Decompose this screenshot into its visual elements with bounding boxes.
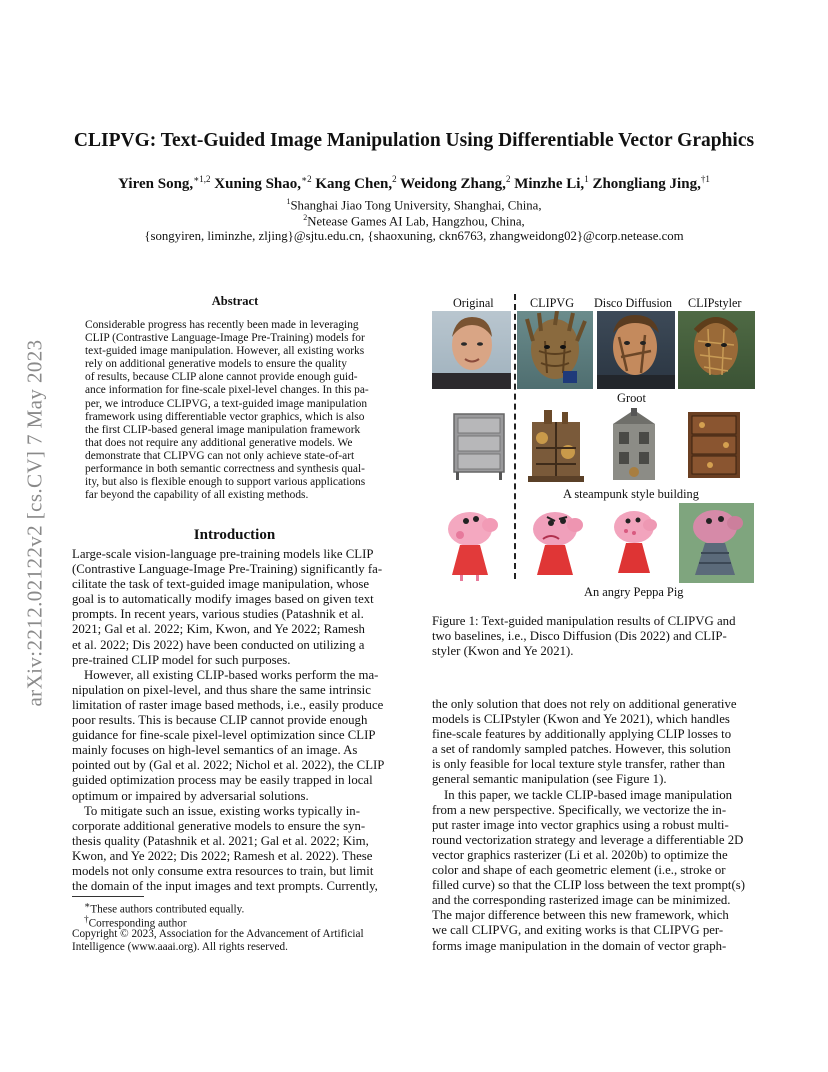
body-text-line: To mitigate such an issue, existing works typically in- bbox=[84, 803, 360, 818]
intro-right-column bbox=[432, 697, 757, 954]
figure-caption: Figure 1: Text-guided manipulation results of CLIPVG and two baselines, i.e., Disco Diffusion (Dis 2022) and CLIP- styler (Kwon and Ye 2021). bbox=[432, 614, 736, 658]
figure-image-clipvg-peppa bbox=[521, 503, 593, 583]
author: Xuning Shao,$^{∗2}$ bbox=[214, 174, 312, 192]
paper-title: CLIPVG: Text-Guided Image Manipulation Using Differentiable Vector Graphics bbox=[73, 130, 755, 151]
body-text-line: forms image manipulation in the domain of vector graph- bbox=[432, 938, 727, 953]
abstract-line: Considerable progress has recently been made in leveraging bbox=[85, 319, 359, 331]
body-text-line: a set of randomly sampled patches. However, this solution bbox=[432, 742, 731, 757]
figure-image-original-face bbox=[432, 311, 511, 389]
footnote-rule bbox=[72, 896, 144, 897]
body-text-line: the domain of the input images and text prompts. Currently, bbox=[72, 879, 378, 894]
arxiv-stamp: arXiv:2212.02122v2 [cs.CV] 7 May 2023 bbox=[22, 338, 47, 707]
body-text-line: we call CLIPVG, and exiting works is that CLIPVG per- bbox=[432, 923, 724, 938]
figure-image-clipvg-groot bbox=[517, 311, 593, 389]
abstract-line: rely on additional generative models to ensure the quality bbox=[85, 358, 347, 371]
body-text-line: goal is to automatically modify images based on given text bbox=[72, 592, 374, 607]
body-text-line: pointed out by (Gal et al. 2022; Nichol et al. 2022), the CLIP bbox=[72, 758, 385, 773]
author: Minzhe Li,$^1$ bbox=[514, 174, 589, 192]
author: Zhongliang Jing,$^{\dagger 1}$ bbox=[592, 174, 710, 192]
abstract-line: demonstrate that CLIPVG can not only achieve state-of-art bbox=[85, 449, 355, 462]
body-text-line: (Contrastive Language-Image Pre-Training) significantly fa- bbox=[72, 562, 383, 577]
abstract-line: of results, because CLIP alone cannot provide enough guid- bbox=[85, 371, 358, 384]
figure-image-clipstyler-steampunk bbox=[680, 408, 748, 486]
body-text-line: nipulation on pixel-level, and thus share the same intrinsic bbox=[72, 682, 371, 697]
body-text-line: guidance for fine-scale pixel-level optimization since CLIP bbox=[72, 728, 376, 743]
body-text-line: thesis quality (Patashnik et al. 2021; Gal et al. 2022; Kim, bbox=[72, 833, 369, 848]
abstract-body bbox=[85, 319, 385, 502]
copyright-line-1: Copyright © 2023, Association for the Advancement of Artificial bbox=[72, 928, 364, 940]
figure-col-label-clipvg: CLIPVG bbox=[530, 296, 575, 310]
figure-row-label-groot: Groot bbox=[617, 391, 646, 405]
body-text-line: and the corresponding rasterized image can be minimized. bbox=[432, 893, 731, 908]
body-text-line: filled curve) so that the CLIP loss between the text prompt(s) bbox=[432, 878, 745, 893]
body-text-line: models not only consume extra resources to train, but limit bbox=[72, 863, 374, 878]
body-text-line: general semantic manipulation (see Figure 1). bbox=[432, 772, 667, 787]
figure-col-label-original: Original bbox=[453, 296, 494, 310]
footnote-corresponding: †Corresponding author bbox=[84, 915, 187, 930]
body-text-line: However, all existing CLIP-based works perform the ma- bbox=[84, 667, 379, 682]
affiliation-2: $^2$Netease Games AI Lab, Hangzhou, China, bbox=[303, 213, 525, 229]
abstract-line: text-guided image manipulation. However, all existing works bbox=[85, 345, 365, 358]
body-text-line: put raster image into vector graphics using a robust multi- bbox=[432, 817, 729, 832]
figure-divider bbox=[514, 294, 516, 579]
abstract-heading: Abstract bbox=[211, 294, 259, 308]
figure-image-disco-peppa bbox=[600, 503, 670, 583]
figure-image-clipvg-steampunk bbox=[522, 408, 590, 486]
body-text-line: prompts. In recent years, various studies (Patashnik et al. bbox=[72, 607, 364, 622]
body-text-line: 2021; Gal et al. 2022; Kim, Kwon, and Ye 2022; Ramesh bbox=[72, 622, 365, 637]
body-text-line: is only feasible for local texture style transfer, rather than bbox=[432, 757, 725, 772]
figure-col-label-disco: Disco Diffusion bbox=[594, 296, 672, 310]
abstract-line: that does not require any additional generative models. We bbox=[85, 436, 353, 449]
author-emails: {songyiren, liminzhe, zljing}@sjtu.edu.cn, {shaoxuning, ckn6763, zhangweidong02}@corp.netease.com bbox=[144, 229, 684, 243]
body-text-line: the only solution that does not rely on additional generative bbox=[432, 697, 737, 711]
body-text-line: Kwon, and Ye 2022; Dis 2022; Ramesh et al. 2022). These bbox=[72, 848, 373, 863]
abstract-line: framework using differentiable vector graphics, which is also bbox=[85, 410, 365, 423]
body-text-line: corporate additional generative models to ensure the syn- bbox=[72, 818, 366, 833]
abstract-line: performance in both semantic correctness and synthesis qual- bbox=[85, 463, 365, 476]
affiliation-1: $^1$Shanghai Jiao Tong University, Shanghai, China, bbox=[286, 197, 542, 213]
figure-image-original-cabinet bbox=[448, 408, 510, 483]
body-text-line: models is CLIPstyler (Kwon and Ye 2021), which handles bbox=[432, 712, 730, 727]
body-text-line: pre-trained CLIP model for such purposes. bbox=[72, 652, 291, 667]
body-text-line: guided optimization process may be easily trapped in local bbox=[72, 773, 373, 788]
body-text-line: In this paper, we tackle CLIP-based image manipulation bbox=[444, 787, 733, 802]
figure-image-original-peppa bbox=[436, 503, 508, 583]
body-text-line: mainly focuses on high-level semantics of an image. As bbox=[72, 743, 358, 758]
figure-image-disco-groot bbox=[597, 311, 675, 389]
abstract-line: CLIP (Contrastive Language-Image Pre-Training) models for bbox=[85, 332, 365, 345]
body-text-line: round vectorization strategy and leverage a differentiable 2D bbox=[432, 832, 744, 847]
abstract-line: per, we introduce CLIPVG, a text-guided image manipulation bbox=[85, 397, 368, 410]
footnote-equal: ∗These authors contributed equally. bbox=[84, 901, 245, 916]
body-text-line: fine-scale features by additionally applying CLIP losses to bbox=[432, 727, 732, 742]
body-text-line: from a new perspective. Specifically, we vectorize the in- bbox=[432, 802, 727, 817]
abstract-line: far beyond the capability of all existing methods. bbox=[85, 489, 309, 502]
body-text-line: cilitate the task of text-guided image manipulation, whose bbox=[72, 577, 370, 592]
figure-col-label-clipstyler: CLIPstyler bbox=[688, 296, 742, 310]
abstract-line: ance information for fine-scale pixel-level changes. In this pa- bbox=[85, 384, 369, 397]
abstract-line: the first CLIP-based general image manipulation framework bbox=[85, 423, 361, 436]
author: Weidong Zhang,$^2$ bbox=[400, 174, 511, 192]
figure-image-clipstyler-groot bbox=[678, 311, 755, 389]
body-text-line: limitation of raster image based methods, i.e., easily produce bbox=[72, 697, 384, 712]
introduction-heading: Introduction bbox=[193, 527, 276, 543]
figure-image-disco-steampunk bbox=[601, 408, 667, 486]
author: Yiren Song,$^{∗1,2}$ bbox=[118, 174, 211, 192]
author-list bbox=[0, 174, 828, 193]
body-text-line: optimum or impaired by adversarial solutions. bbox=[72, 788, 309, 803]
copyright-line-2: Intelligence (www.aaai.org). All rights reserved. bbox=[72, 941, 288, 953]
figure-row-label-steampunk: A steampunk style building bbox=[563, 487, 699, 501]
abstract-line: ity, but also is flexible enough to support various applications bbox=[85, 476, 366, 489]
intro-left-column bbox=[72, 547, 397, 894]
body-text-line: color and shape of each geometric element (i.e., stroke or bbox=[432, 863, 726, 878]
figure-image-clipstyler-peppa bbox=[679, 503, 754, 583]
body-text-line: et al. 2022; Dis 2022) have been conducted on utilizing a bbox=[72, 637, 365, 652]
body-text-line: vector graphics rasterizer (Li et al. 2020b) to optimize the bbox=[432, 847, 728, 862]
author: Kang Chen,$^2$ bbox=[315, 174, 397, 192]
body-text-line: Large-scale vision-language pre-training models like CLIP bbox=[72, 547, 374, 561]
figure-row-label-peppa: An angry Peppa Pig bbox=[584, 585, 684, 599]
body-text-line: poor results. This is because CLIP cannot provide enough bbox=[72, 713, 368, 728]
body-text-line: The major difference between this new framework, which bbox=[432, 908, 729, 923]
